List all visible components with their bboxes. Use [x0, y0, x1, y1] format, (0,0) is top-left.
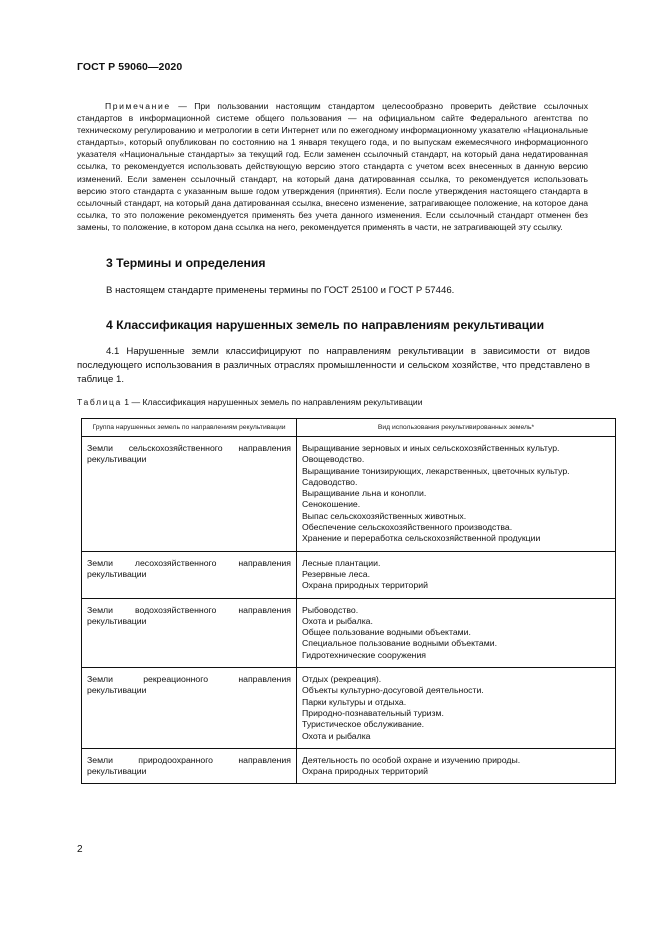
land-use-item: Охота и рыбалка [302, 730, 371, 741]
table-row [82, 598, 616, 667]
section-4-text: 4.1 Нарушенные земли классифицируют по направлениям рекультивации в зависимости от видов последующего использования в различных отраслях промышленности и сельском хозяйстве, что представлено в таблице 1. [77, 346, 590, 385]
note-text: — При пользовании настоящим стандартом целесообразно проверить действие ссылочных стандартов в информационной системе общего пользования — на официальном сайте Федерального агентства по техническому регулированию и метрологии в сети Интернет или по ежегодному информационному указателю «Национальные стандарты», который опубликован по состоянию на 1 января текущего года, и по выпускам ежемесячного информационного указателя «Национальные стандарты» за текущий год. Если заменен ссылочный стандарт, на который дана недатированная ссылка, то рекомендуется использовать действующую версию этого стандарта с учетом всех внесенных в данную версию изменений. Если заменен ссылочный стандарт, на который дана датированная ссылка, то рекомендуется использовать версию этого стандарта с указанным выше годом утверждения (принятия). Если после утверждения настоящего стандарта в ссылочный стандарт, на который дана датированная ссылка, внесено изменение, затрагивающее положение, на которое дана ссылка, то это положение рекомендуется применять без учета данного изменения. Если ссылочный стандарт отменен без замены, то положение, в котором дана ссылка на него, рекомендуется применять в части, не затрагивающей эту ссылку. [77, 101, 588, 232]
column-header-group: Группа нарушенных земель по направлениям рекультивации [82, 419, 297, 437]
land-group-cell: Земли сельскохозяйственного направления рекультивации [82, 437, 297, 552]
table-row [82, 668, 616, 749]
table-body [82, 437, 616, 784]
land-use-item: Хранение и переработка сельскохозяйственной продукции [302, 533, 541, 544]
note-paragraph [77, 100, 588, 233]
land-use-item: Овощеводство. [302, 454, 365, 465]
land-use-item: Гидротехнические сооружения [302, 649, 427, 660]
land-use-item: Выращивание тонизирующих, лекарственных, цветочных культур. [302, 465, 570, 476]
land-use-item: Охрана природных территорий [302, 580, 428, 591]
land-group-cell: Земли рекреационного направления рекультивации [82, 668, 297, 749]
section-3-title: 3 Термины и определения [106, 256, 266, 270]
land-group-cell: Земли лесохозяйственного направления рекультивации [82, 551, 297, 598]
table-row [82, 748, 616, 784]
table-caption-label: Таблица [77, 397, 122, 407]
land-use-cell [297, 551, 616, 598]
land-use-cell [297, 748, 616, 784]
land-group-cell: Земли водохозяйственного направления рекультивации [82, 598, 297, 667]
section-4-title: 4 Классификация нарушенных земель по направлениям рекультивации [106, 318, 545, 332]
land-use-item: Выращивание льна и конопли. [302, 488, 427, 499]
note-label: Примечание [105, 101, 171, 111]
table-row [82, 551, 616, 598]
table-row [82, 437, 616, 552]
land-use-item: Обеспечение сельскохозяйственного производства. [302, 522, 513, 533]
table-header-row [82, 419, 616, 437]
land-use-item: Общее пользование водными объектами. [302, 627, 471, 638]
column-header-use: Вид использования рекультивированных земель* [297, 419, 616, 437]
land-use-item: Резервные леса. [302, 568, 370, 579]
land-use-item: Специальное пользование водными объектами. [302, 638, 497, 649]
land-use-item: Деятельность по особой охране и изучению природы. [302, 754, 521, 765]
table-caption-text: 1 — Классификация нарушенных земель по направлениям рекультивации [121, 397, 423, 407]
land-use-item: Объекты культурно-досуговой деятельности. [302, 685, 484, 696]
land-use-cell [297, 668, 616, 749]
page-number: 2 [77, 844, 83, 855]
land-use-item: Сенокошение. [302, 499, 361, 510]
land-use-item: Рыбоводство. [302, 604, 359, 615]
land-use-item: Лесные плантации. [302, 557, 381, 568]
land-use-item: Охрана природных территорий [302, 766, 428, 777]
land-group-cell: Земли природоохранного направления рекультивации [82, 748, 297, 784]
land-use-item: Туристическое обслуживание. [302, 719, 425, 730]
land-use-cell [297, 437, 616, 552]
land-use-item: Выращивание зерновых и иных сельскохозяйственных культур. [302, 443, 560, 453]
land-use-item: Отдых (рекреация). [302, 674, 382, 685]
document-code: ГОСТ Р 59060—2020 [77, 61, 183, 73]
land-use-item: Садоводство. [302, 476, 358, 487]
land-use-cell [297, 598, 616, 667]
land-use-item: Охота и рыбалка. [302, 615, 373, 626]
section-3-paragraph [77, 284, 590, 298]
section-4-paragraph [77, 345, 590, 387]
land-use-item: Природно-познавательный туризм. [302, 707, 444, 718]
table-caption [77, 397, 423, 407]
section-3-text: В настоящем стандарте применены термины по ГОСТ 25100 и ГОСТ Р 57446. [106, 285, 455, 296]
land-use-item: Выпас сельскохозяйственных животных. [302, 510, 467, 521]
classification-table [81, 418, 616, 784]
land-use-item: Парки культуры и отдыха. [302, 696, 407, 707]
